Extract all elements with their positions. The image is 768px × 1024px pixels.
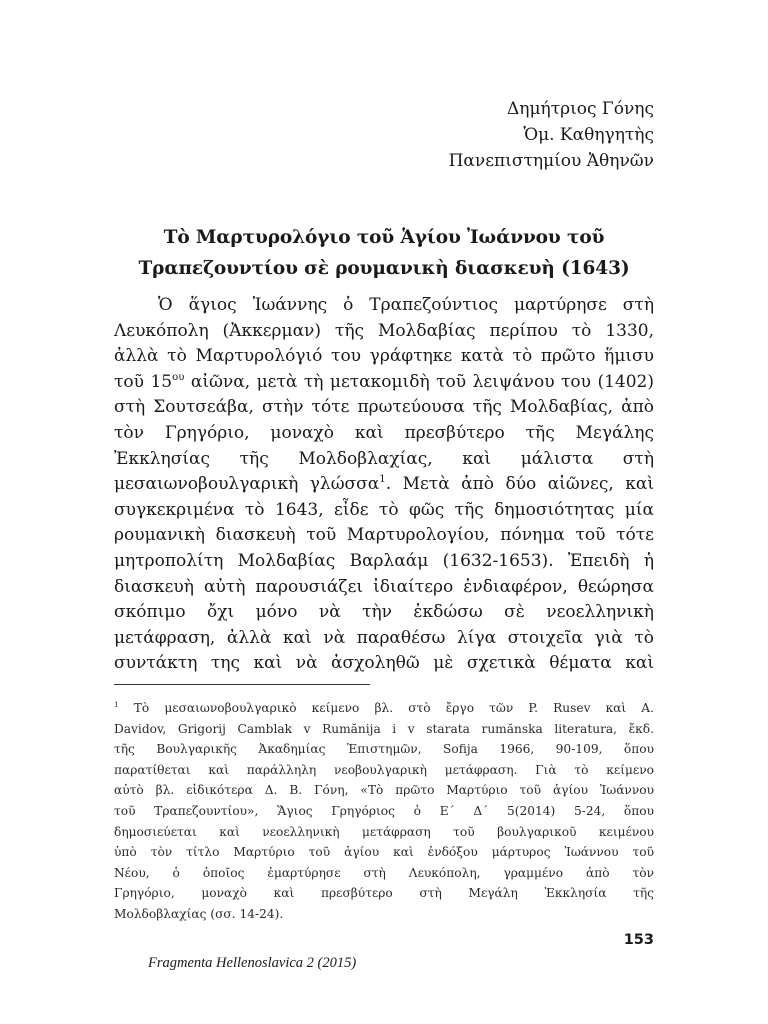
body-line: ρουμανικὴ διασκευὴ τοῦ Μαρτυρολογίου, πόνημα τοῦ τότε [114, 525, 654, 546]
footnote-line: Νέου, ὁ ὁποῖος ἐμαρτύρησε στὴ Λευκόπολη, γραμμένο ἀπὸ τὸν [114, 865, 654, 880]
author-name: Δημήτριος Γόνης [507, 99, 654, 119]
author-position: Ὁμ. Καθηγητὴς [523, 125, 654, 145]
footnote-line: Μολδοβλαχίας (σσ. 14-24). [114, 906, 284, 921]
century-superscript: ου [172, 371, 185, 383]
footnote-line: Γρηγόριο, μοναχὸ καὶ πρεσβύτερο στὴ Μεγάλη Ἐκκλησία τῆς [114, 886, 654, 901]
footnote-line-text: Τὸ μεσαιωνοβουλγαρικὸ κείμενο βλ. στὸ ἔργο τῶν P. Rusev καὶ A. [118, 701, 654, 715]
body-line: στὴ Σουτσεάβα, στὴν τότε πρωτεύουσα τῆς Μολδαβίας, ἀπὸ [114, 397, 654, 418]
body-line [114, 472, 654, 498]
body-line: σκόπιμο ὄχι μόνο νὰ τὴν ἐκδώσω σὲ νεοελληνικὴ [114, 602, 654, 623]
footnote-separator [114, 684, 370, 685]
body-line: Ἐκκλησίας τῆς Μολδοβλαχίας, καὶ μάλιστα στὴ [114, 448, 654, 469]
author-block [449, 96, 654, 174]
body-line: διασκευὴ αὐτὴ παρουσιάζει ἰδιαίτερο ἐνδιαφέρον, θεώρησα [114, 576, 654, 597]
title-line-2: Τραπεζουντίου σὲ ρουμανικὴ διασκευὴ (1643) [138, 258, 630, 279]
footnote-line: τοῦ Τραπεζουντίου», Ἅγιος Γρηγόριος ὁ Ε΄ Δ΄ 5(2014) 5-24, ὅπου [114, 803, 654, 818]
article-title [100, 222, 668, 284]
footnote-line: ὑπὸ τὸν τίτλο Μαρτύριο τοῦ ἁγίου καὶ ἐνδόξου μάρτυρος Ἰωάννου τοῦ [114, 845, 654, 860]
author-institution: Πανεπιστημίου Ἀθηνῶν [448, 151, 654, 171]
body-paragraph [114, 293, 654, 677]
footnote-line: δημοσιεύεται καὶ νεοελληνικὴ μετάφραση τοῦ βουλγαρικοῦ κειμένου [114, 824, 654, 839]
body-line [114, 370, 654, 396]
footnote-line: παρατίθεται καὶ παράλληλη νεοβουλγαρικὴ μετάφραση. Γιὰ τὸ κείμενο [114, 762, 654, 777]
body-line: συγκεκριμένα τὸ 1643, εἶδε τὸ φῶς τῆς δημοσιότητας μία [114, 499, 654, 520]
footnote-line [114, 698, 654, 719]
footnote [114, 698, 654, 925]
footnote-line: τῆς Βουλγαρικῆς Ἀκαδημίας Ἐπιστημῶν, Sofija 1966, 90-109, ὅπου [114, 742, 654, 757]
footnote-line: αὐτὸ βλ. εἰδικότερα Δ. Β. Γόνη, «Τὸ πρῶτο Μαρτύριο τοῦ ἁγίου Ἰωάννου [114, 783, 654, 798]
footnote-reference[interactable]: 1 [379, 474, 386, 486]
body-line-text: αἰῶνα, μετὰ τὴ μετακομιδὴ τοῦ λειψάνου του (1402) [184, 371, 654, 392]
body-line: Λευκόπολη (Ἀκκερμαν) τῆς Μολδαβίας περίπου τὸ 1330, [114, 320, 654, 341]
body-line-text: μεσαιωνοβουλγαρικὴ γλώσσα [114, 474, 380, 495]
page-number: 153 [623, 932, 654, 948]
body-line: μητροπολίτη Μολδαβίας Βαρλαάμ (1632-1653). Ἐπειδὴ ἡ [114, 550, 654, 571]
body-line: ἀλλὰ τὸ Μαρτυρολόγιό του γράφτηκε κατὰ τὸ πρῶτο ἥμισυ [114, 346, 654, 367]
footnote-marker: 1 [114, 699, 119, 709]
journal-footer: Fragmenta Hellenoslavica 2 (2015) [148, 955, 357, 971]
footnote-line: Davidov, Grigorij Camblak v Rumănija i v starata rumănska literatura, ἔκδ. [114, 721, 654, 736]
body-line: συντάκτη της καὶ νὰ ἀσχοληθῶ μὲ σχετικὰ θέματα καὶ [114, 653, 654, 674]
body-line: τὸν Γρηγόριο, μοναχὸ καὶ πρεσβύτερο τῆς Μεγάλης [114, 422, 654, 443]
body-line: μετάφραση, ἀλλὰ καὶ νὰ παραθέσω λίγα στοιχεῖα γιὰ τὸ [114, 627, 654, 648]
body-line-text: . Μετὰ ἀπὸ δύο αἰῶνες, καὶ [385, 474, 654, 495]
body-line: Ὁ ἅγιος Ἰωάννης ὁ Τραπεζούντιος μαρτύρησε στὴ [158, 295, 654, 315]
body-line-text: τοῦ 15 [114, 371, 173, 392]
title-line-1: Τὸ Μαρτυρολόγιο τοῦ Ἁγίου Ἰωάννου τοῦ [163, 227, 605, 248]
